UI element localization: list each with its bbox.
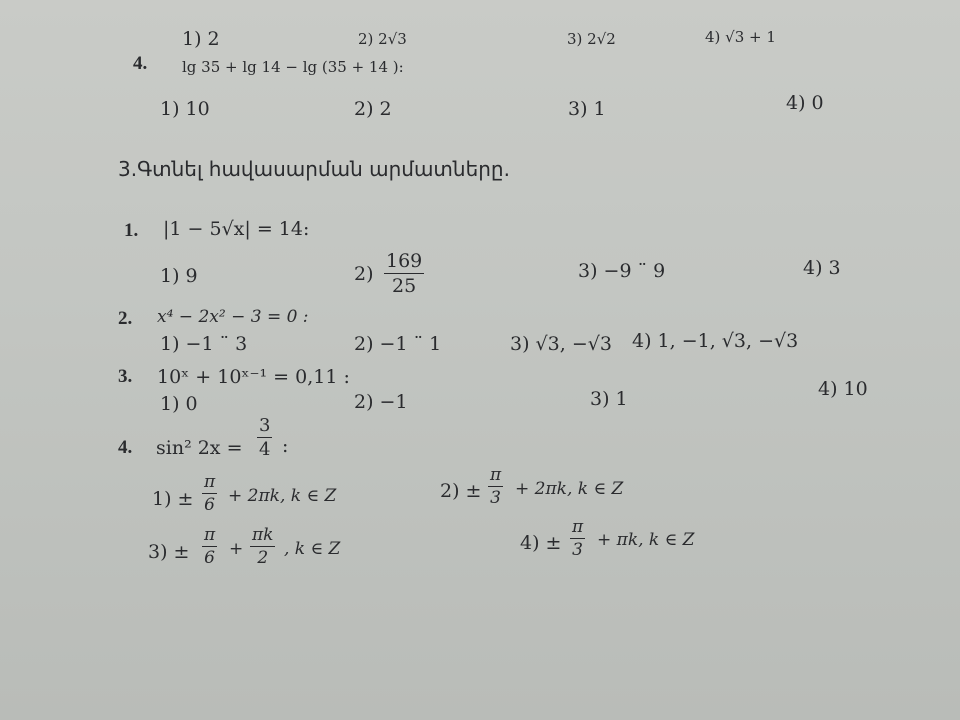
fraction-denominator: 6 <box>204 548 215 568</box>
problem-3-number: 3. <box>118 366 133 387</box>
problem-4-option-3-plus: + <box>229 539 244 559</box>
problem-1-option-2-fraction <box>384 252 424 296</box>
fraction-numerator: π <box>572 517 584 537</box>
problem-2-option-3: 3) √3, −√3 <box>510 333 612 355</box>
problem-2-number: 2. <box>118 308 133 329</box>
problem-4-option-1-fraction <box>202 474 217 514</box>
problem-4-option-4-suffix: + πk, k ∈ Z <box>597 530 695 550</box>
problem-4-option-3-label: 3) ± <box>148 541 190 563</box>
problem-2-option-1: 1) −1 ¨ 3 <box>160 333 248 355</box>
problem-3-option-1: 1) 0 <box>160 393 198 415</box>
problem-1-equation: |1 − 5√x| = 14: <box>163 218 310 240</box>
problem-3-option-4: 4) 10 <box>818 378 868 400</box>
problem-1-option-3: 3) −9 ¨ 9 <box>578 260 666 282</box>
problem-4-option-3-suffix: , k ∈ Z <box>284 539 341 559</box>
question-number: 4. <box>133 53 148 74</box>
problem-4-option-1-suffix: + 2πk, k ∈ Z <box>228 486 337 506</box>
fraction-denominator: 2 <box>257 548 269 568</box>
problem-3-option-2: 2) −1 <box>354 391 408 413</box>
q4-option-4: 4) 0 <box>786 92 824 114</box>
problem-3-equation: 10ˣ + 10ˣ⁻¹ = 0,11 : <box>157 366 350 388</box>
problem-2-option-2: 2) −1 ¨ 1 <box>354 333 442 355</box>
fraction-denominator: 3 <box>572 540 583 560</box>
fraction-numerator: πk <box>252 525 274 545</box>
fraction-numerator: π <box>204 472 216 492</box>
problem-2-option-4: 4) 1, −1, √3, −√3 <box>632 330 799 352</box>
problem-4-option-4-label: 4) ± <box>520 532 562 554</box>
fraction-numerator: π <box>490 465 502 485</box>
problem-4-equation-prefix: sin² 2x = <box>156 437 243 459</box>
problem-1-option-2-label: 2) <box>354 263 374 285</box>
fraction-denominator: 4 <box>259 439 271 460</box>
section-heading: 3.Գտնել հավասարման արմատները. <box>118 157 510 181</box>
problem-1-option-4: 4) 3 <box>803 257 841 279</box>
problem-1-number: 1. <box>124 220 139 241</box>
problem-4-option-2-fraction <box>488 467 503 507</box>
problem-4-option-1-label: 1) ± <box>152 488 194 510</box>
problem-4-number: 4. <box>118 437 133 458</box>
q3-option-4: 4) √3 + 1 <box>705 28 776 46</box>
problem-3-option-3: 3) 1 <box>590 388 628 410</box>
q4-option-2: 2) 2 <box>354 98 392 120</box>
fraction-numerator: π <box>204 525 216 545</box>
problem-4-equation-suffix: : <box>282 435 289 457</box>
problem-4-option-3-fraction-2 <box>250 527 275 567</box>
q3-option-2: 2) 2√3 <box>358 30 407 48</box>
q4-option-1: 1) 10 <box>160 98 210 120</box>
q4-option-3: 3) 1 <box>568 98 606 120</box>
problem-4-option-4-fraction <box>570 519 585 559</box>
problem-2-equation: x⁴ − 2x² − 3 = 0 : <box>157 307 309 327</box>
fraction-numerator: 169 <box>386 250 423 272</box>
problem-1-option-1: 1) 9 <box>160 265 198 287</box>
fraction-denominator: 6 <box>204 495 215 515</box>
problem-4-option-2-suffix: + 2πk, k ∈ Z <box>515 479 624 499</box>
fraction-numerator: 3 <box>259 415 271 436</box>
fraction-denominator: 3 <box>490 488 501 508</box>
problem-4-equation-fraction <box>257 417 272 459</box>
q3-option-1: 1) 2 <box>182 28 220 50</box>
fraction-denominator: 25 <box>392 275 417 297</box>
q3-option-3: 3) 2√2 <box>567 30 616 48</box>
problem-4-option-3-fraction-1 <box>202 527 217 567</box>
q4-expression: lg 35 + lg 14 − lg (35 + 14 ): <box>182 58 404 76</box>
problem-4-option-2-label: 2) ± <box>440 480 482 502</box>
